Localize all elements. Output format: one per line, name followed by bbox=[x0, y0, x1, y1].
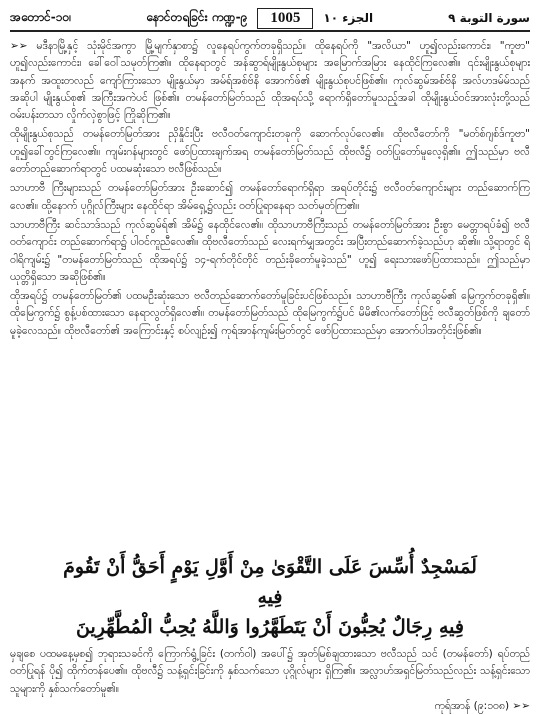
page-header bbox=[10, 6, 530, 32]
body-text bbox=[10, 38, 530, 546]
verse-citation: ကုရ်အာန် (၉:၁၀၈) ➢➢ bbox=[434, 699, 530, 712]
translation-paragraph: မှချစေ ပထမနေ့မှစ၍ ဘုရားသခင်ကို ကြောက်ရွံ့ခြင်း (တက်ဝါ) အပေါ်၌ အုတ်မြစ်ချထားသော ဗလီသည် သင် (တမန်တော်) ရပ်တည်ဝတ်ပြုရန် ပို၍ ထိုက်တန်ပေ၏။ ထိုဗလီ၌ သန့်ရှင်းခြင်းကို နှစ်သက်သော ပုဂ္ဂိုလ်များ ရှိကြ၏။ အလ္လာဟ်အရှင်မြတ်သည်လည်း သန့်ရှင်းသော သူများကို နှစ်သက်တော်မူ၏။ bbox=[10, 648, 530, 695]
arabic-verse bbox=[50, 552, 490, 642]
verse-line: فِيهِ رِجَالٌ يُحِبُّونَ أَنْ يَتَطَهَّرُوا وَاللَّهُ يُحِبُّ الْمُطَّهِّرِينَ bbox=[76, 616, 464, 638]
paragraph: သာဟာဗီကြီး ဆင်သာဒ်သည် ကုလ်ဆွမ်ရ်၏ အိမ်၌ နေထိုင်လေ၏။ ထိုသာဟာဗီကြီးသည် တမန်တော်မြတ်အား ဦးစွာ မေတ္တာရပ်ခံ၍ ဗလီဝတ်ကျောင်း တည်ဆောက်ရာ၌ ပါဝင်ကူညီလေ၏။ ထိုဗလီတော်သည် လေးရက်မျှအတွင်း အပြီးတည်ဆောက်ခဲ့သည်ဟု ဆို၏။ သို့ရာတွင် ရိဝါရိကျမ်း၌ "တမန်တော်မြတ်သည် ထိုအရပ်၌ ၁၄-ရက်တိုင်တိုင် တည်းခိုတော်မူခဲ့သည်" ဟူ၍ ရေးသားဖော်ပြထားသည်။ ဤသည်မှာ ယုတ္တိရှိသော အဆိုဖြစ်၏။ bbox=[10, 218, 530, 283]
translation-block bbox=[10, 646, 530, 715]
paragraph: ထိုမျိုးနွယ်စုသည် တမန်တော်မြတ်အား ညှိနှိုင်းပြီး ဗလီဝတ်ကျောင်းတခုကို ဆောက်လုပ်လေ၏။ ထိုဗလီတော်ကို "မတ်စ်ဂျစ်ဒ်ကူဗာ" ဟူ၍ခေါ်တွင်ကြလေ၏။ ကျမ်းဂန်များတွင် ဖော်ပြထားချက်အရ တမန်တော်မြတ်သည် ထိုဗလီ၌ ဝတ်ပြုတော်မူလေ့ရှိ၏။ ဤသည်မှာ ဗလီတော်တည်ဆောက်ရာတွင် ပထမဆုံးသော ဗလီဖြစ်သည်။ bbox=[10, 128, 530, 176]
paragraph: ထိုအရပ်၌ တမန်တော်မြတ်၏ ပထမဦးဆုံးသော ဗလီတည်ဆောက်တော်မူခြင်းပင်ဖြစ်သည်။ သာဟာဗီကြီး ကုလ်ဆွမ်၏ မြေကွက်တခုရှိ၏။ ထိုမြေကွက်၌ စွန့်ပစ်ထားသော နေရာလွတ်ရှိလေ၏။ တမန်တော်မြတ်သည် ထိုမြေကွက်၌ပင် မိမိ၏လက်တော်ဖြင့် ဗလီဆွတ်ဖြစ်ကို ချတော်မူခဲ့လေသည်။ ထိုဗလီတော်၏ အကြောင်းနှင့် စပ်လျဉ်း၍ ကုရ်အာန်ကျမ်းမြတ်တွင် ဖော်ပြထားသည်မှာ အောက်ပါအတိုင်းဖြစ်၏။ bbox=[10, 290, 530, 337]
header-surah: سورة التوبة ٩ bbox=[448, 11, 530, 25]
header-middle bbox=[146, 8, 373, 29]
header-juz: الجزء ١٠ bbox=[323, 11, 374, 25]
paragraph: သာဟာဗီ ကြီးများသည် တမန်တော်မြတ်အား ဦးဆောင်၍ တမန်တော်ရောက်ရှိရာ အရပ်တိုင်း၌ ဗလီဝတ်ကျောင်းများ တည်ဆောက်ကြလေ၏။ ထို့နောက် ပုဂ္ဂိုလ်ကြီးများ နေထိုင်ရာ အိမ်ရှေ့၌လည်း ဝတ်ပြုရာနေရာ သတ်မှတ်ကြ၏။ bbox=[10, 182, 530, 212]
page-number: 1005 bbox=[257, 8, 313, 29]
header-section-title: နောင်တရခြင်း ကဏ္ဍ-၉ bbox=[146, 10, 248, 24]
header-chapter: အတောင်-၁၀၊ bbox=[10, 10, 72, 24]
paragraph: ➢➢ မဒီနာမြို့နှင့် သုံးမိုင်အကွာ မြို့မျက်နှာစာ၌ လူနေရပ်ကွက်တခုရှိသည်။ ထိုနေရပ်ကို "အလိယာ" ဟူ၍လည်းကောင်း၊ "ကူဗာ" ဟူ၍လည်းကောင်း၊ ခေါ်ဝေါ်သမုတ်ကြ၏။ ထိုနေရာတွင် အန်ဆွာရ်မျိုးနွယ်စုများ အမြောက်အမြား နေထိုင်ကြလေ၏။ ၎င်းမျိုးနွယ်စုများအနက် အထူးတလည် ကျော်ကြားသော မျိုးနွယ်မှာ အမ်ရ်အစ်ဗ်နိ အောက်ဖ်၏ မျိုးနွယ်စုပင်ဖြစ်၏။ ကုလ်ဆွမ်အစ်ဗ်နိ အလ်ဟဒမ်မ်သည် အဆိုပါ မျိုးနွယ်စု၏ အကြီးအကဲပင် ဖြစ်၏။ တမန်တော်မြတ်သည် ထိုအရပ်သို့ ရောက်ရှိတော်မူသည့်အခါ ထိုမျိုးနွယ်ဝင်အားလုံးတို့သည် ဝမ်းပန်းတသာ လှိုက်လှဲစွာဖြင့် ကြိုဆိုကြ၏။ bbox=[10, 40, 530, 122]
verse-line: لَمَسْجِدٌ أُسِّسَ عَلَى التَّقْوَىٰ مِنْ أَوَّلِ يَوْمٍ أَحَقُّ أَنْ تَقُومَ فِيهِ bbox=[63, 556, 477, 608]
